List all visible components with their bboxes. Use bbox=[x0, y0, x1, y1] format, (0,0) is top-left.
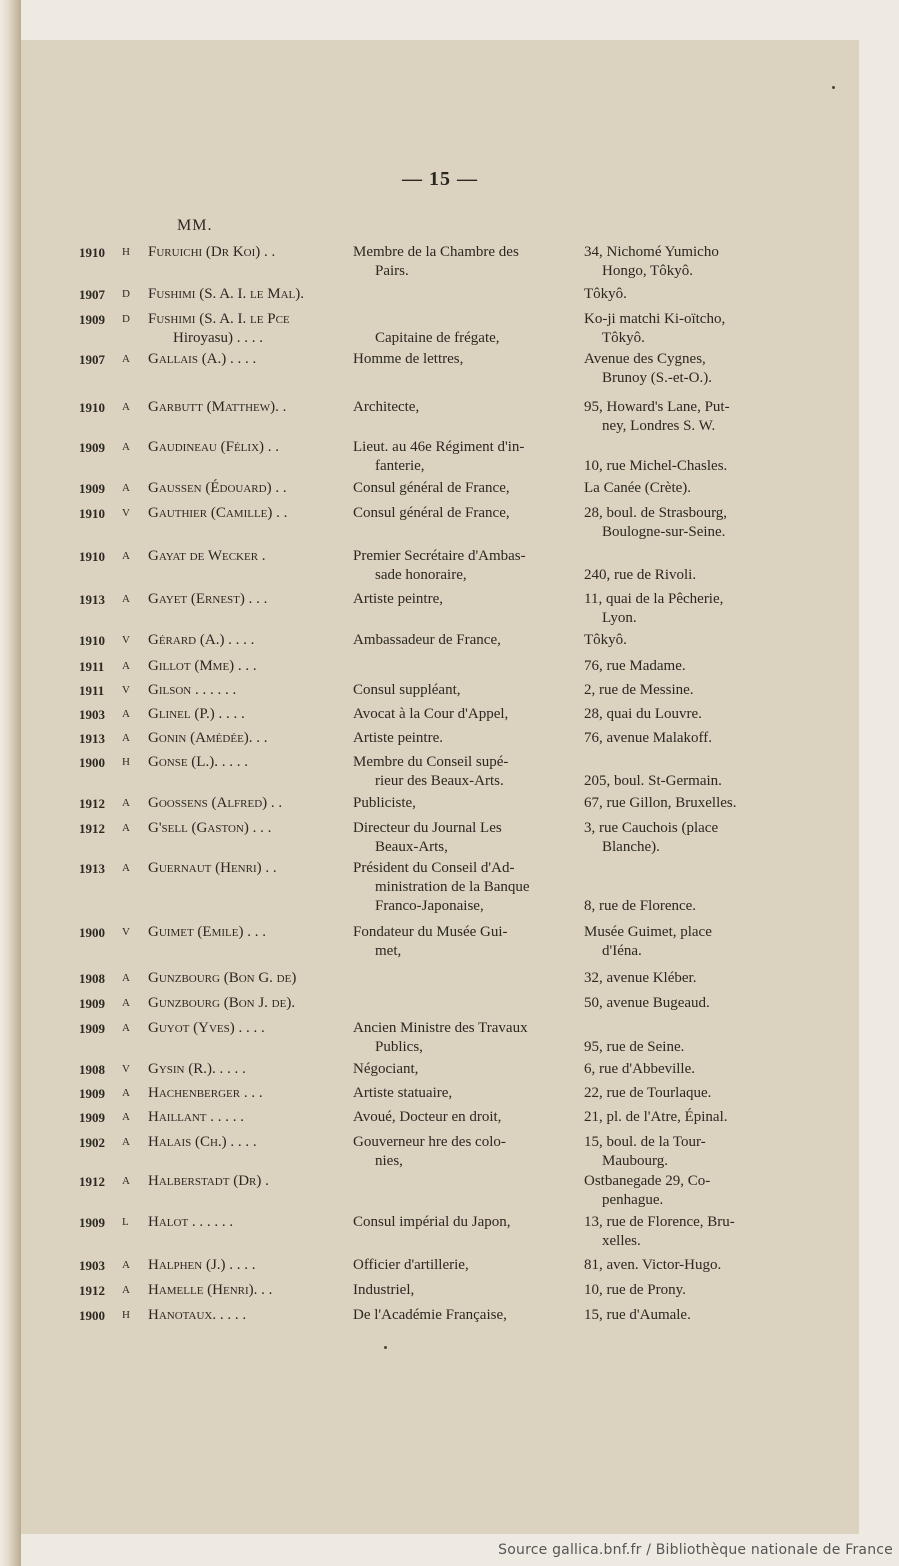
entry-name: Furuichi (Dr Koi) . . bbox=[148, 244, 276, 260]
address-line: 205, boul. St-Germain. bbox=[584, 773, 722, 789]
entry-year: 1903 bbox=[79, 707, 105, 722]
entry-category: A bbox=[122, 353, 130, 365]
entry-name: Halphen (J.) . . . . bbox=[148, 1257, 256, 1273]
entry-category: A bbox=[122, 401, 130, 413]
entry-occupation bbox=[353, 243, 559, 281]
entry-occupation bbox=[353, 1084, 559, 1103]
entry-year: 1913 bbox=[79, 731, 105, 746]
address-line: Musée Guimet, place bbox=[584, 924, 712, 940]
entry-occupation bbox=[353, 753, 559, 791]
entry-address bbox=[584, 547, 766, 585]
occupation-line: Directeur du Journal Les bbox=[353, 820, 502, 836]
entry-occupation bbox=[353, 1108, 559, 1127]
list-header-mm: MM. bbox=[177, 217, 213, 234]
entry-name: Gonse (L.). . . . . bbox=[148, 754, 248, 770]
entry-occupation bbox=[353, 1256, 559, 1275]
address-line: d'Iéna. bbox=[602, 943, 642, 959]
entry-name: Gaudineau (Félix) . . bbox=[148, 439, 280, 455]
occupation-line: Franco-Japonaise, bbox=[375, 898, 484, 914]
entry-category: V bbox=[122, 684, 130, 696]
entry-name: Gysin (R.). . . . . bbox=[148, 1061, 246, 1077]
entry-year: 1900 bbox=[79, 925, 105, 940]
entry-category: A bbox=[122, 1136, 130, 1148]
occupation-line: Architecte, bbox=[353, 399, 420, 415]
entry-occupation bbox=[353, 547, 559, 585]
address-line bbox=[584, 547, 766, 566]
entry-category: A bbox=[122, 1284, 130, 1296]
entry-category: A bbox=[122, 593, 130, 605]
address-line: 3, rue Cauchois (place bbox=[584, 820, 719, 836]
entry-address bbox=[584, 504, 766, 542]
address-line: Avenue des Cygnes, bbox=[584, 351, 706, 367]
entry-name: Gauthier (Camille) . . bbox=[148, 505, 288, 521]
entry-category: V bbox=[122, 507, 130, 519]
entry-category: H bbox=[122, 756, 130, 768]
entry-occupation bbox=[353, 681, 559, 700]
occupation-line: Avoué, Docteur en droit, bbox=[353, 1109, 502, 1125]
entry-category: A bbox=[122, 822, 130, 834]
entry-category: A bbox=[122, 1022, 130, 1034]
occupation-line: Avocat à la Cour d'Appel, bbox=[353, 706, 509, 722]
entry-category: A bbox=[122, 1087, 130, 1099]
entry-occupation bbox=[353, 1213, 559, 1232]
address-line: 6, rue d'Abbeville. bbox=[584, 1061, 696, 1077]
entry-year: 1909 bbox=[79, 312, 105, 327]
entry-category: A bbox=[122, 441, 130, 453]
entry-category: L bbox=[122, 1216, 129, 1228]
occupation-line: Négociant, bbox=[353, 1061, 419, 1077]
entry-address bbox=[584, 1256, 766, 1275]
entry-address bbox=[584, 1172, 766, 1210]
entry-occupation bbox=[353, 1306, 559, 1325]
address-line: 15, rue d'Aumale. bbox=[584, 1307, 691, 1323]
entry-name: Gunzbourg (Bon J. de). bbox=[148, 995, 296, 1011]
entry-year: 1900 bbox=[79, 755, 105, 770]
entry-category: V bbox=[122, 926, 130, 938]
entry-occupation bbox=[353, 350, 559, 369]
source-credit: Source gallica.bnf.fr / Bibliothèque nationale de France bbox=[498, 1542, 893, 1558]
ink-speck bbox=[384, 1346, 387, 1349]
occupation-line: nies, bbox=[375, 1153, 403, 1169]
address-line: 22, rue de Tourlaque. bbox=[584, 1085, 712, 1101]
entry-category: A bbox=[122, 1259, 130, 1271]
entry-year: 1912 bbox=[79, 1283, 105, 1298]
entry-address bbox=[584, 1084, 766, 1103]
entry-name: Guyot (Yves) . . . . bbox=[148, 1020, 265, 1036]
entry-address bbox=[584, 1306, 766, 1325]
entry-category: A bbox=[122, 550, 130, 562]
entry-category: A bbox=[122, 972, 130, 984]
entry-category: A bbox=[122, 732, 130, 744]
entry-year: 1912 bbox=[79, 821, 105, 836]
entry-occupation bbox=[353, 1133, 559, 1171]
occupation-line: sade honoraire, bbox=[375, 567, 467, 583]
entry-category: A bbox=[122, 862, 130, 874]
occupation-line: Beaux-Arts, bbox=[375, 839, 448, 855]
address-line: Brunoy (S.-et-O.). bbox=[602, 370, 712, 386]
entry-category: A bbox=[122, 1175, 130, 1187]
entry-year: 1911 bbox=[79, 683, 105, 698]
address-line: 28, quai du Louvre. bbox=[584, 706, 702, 722]
entry-year: 1910 bbox=[79, 549, 105, 564]
entry-name: Gunzbourg (Bon G. de) bbox=[148, 970, 297, 986]
address-line: 21, pl. de l'Atre, Épinal. bbox=[584, 1109, 728, 1125]
entry-address bbox=[584, 753, 766, 791]
address-line: penhague. bbox=[602, 1192, 664, 1208]
entry-address bbox=[584, 819, 766, 857]
entry-name: Gallais (A.) . . . . bbox=[148, 351, 257, 367]
occupation-line: Publiciste, bbox=[353, 795, 416, 811]
address-line: Ko-ji matchi Ki-oïtcho, bbox=[584, 311, 726, 327]
address-line: 13, rue de Florence, Bru- bbox=[584, 1214, 735, 1230]
occupation-line: Membre du Conseil supé- bbox=[353, 754, 509, 770]
occupation-line: Capitaine de frégate, bbox=[375, 330, 500, 346]
occupation-line: Consul suppléant, bbox=[353, 682, 461, 698]
entry-category: A bbox=[122, 797, 130, 809]
address-line: Tôkyô. bbox=[584, 286, 627, 302]
address-line: Maubourg. bbox=[602, 1153, 668, 1169]
entry-address bbox=[584, 590, 766, 628]
address-line: xelles. bbox=[602, 1233, 641, 1249]
address-line: 10, rue Michel-Chasles. bbox=[584, 458, 728, 474]
entry-name: Gillot (Mme) . . . bbox=[148, 658, 257, 674]
entry-occupation bbox=[353, 310, 559, 348]
entry-occupation bbox=[353, 631, 559, 650]
entry-name: Goossens (Alfred) . . bbox=[148, 795, 283, 811]
entry-year: 1909 bbox=[79, 996, 105, 1011]
address-line: Hongo, Tôkyô. bbox=[602, 263, 693, 279]
entry-address bbox=[584, 705, 766, 724]
occupation-line: De l'Académie Française, bbox=[353, 1307, 507, 1323]
entry-address bbox=[584, 285, 766, 304]
entry-name: Hachenberger . . . bbox=[148, 1085, 263, 1101]
entry-category: V bbox=[122, 1063, 130, 1075]
entry-address bbox=[584, 994, 766, 1013]
entry-address bbox=[584, 398, 766, 436]
entry-address bbox=[584, 923, 766, 961]
occupation-line: fanterie, bbox=[375, 458, 425, 474]
address-line bbox=[584, 878, 766, 897]
entry-address bbox=[584, 969, 766, 988]
entry-name: Gayat de Wecker . bbox=[148, 548, 266, 564]
entry-occupation bbox=[353, 819, 559, 857]
entry-category: A bbox=[122, 482, 130, 494]
entry-occupation bbox=[353, 438, 559, 476]
entry-year: 1908 bbox=[79, 971, 105, 986]
entry-address bbox=[584, 729, 766, 748]
address-line: Blanche). bbox=[602, 839, 660, 855]
occupation-line: Industriel, bbox=[353, 1282, 415, 1298]
page-number: — 15 — bbox=[402, 168, 478, 190]
entry-name: Gérard (A.) . . . . bbox=[148, 632, 255, 648]
occupation-line: Ancien Ministre des Travaux bbox=[353, 1020, 528, 1036]
occupation-line: Consul impérial du Japon, bbox=[353, 1214, 511, 1230]
entry-year: 1909 bbox=[79, 1021, 105, 1036]
entry-year: 1909 bbox=[79, 1086, 105, 1101]
entry-address bbox=[584, 859, 766, 916]
address-line: 240, rue de Rivoli. bbox=[584, 567, 697, 583]
entry-name: Guernaut (Henri) . . bbox=[148, 860, 277, 876]
address-line: 10, rue de Prony. bbox=[584, 1282, 686, 1298]
entry-address bbox=[584, 794, 766, 813]
address-line: 11, quai de la Pêcherie, bbox=[584, 591, 724, 607]
entry-name: Gonin (Amédée). . . bbox=[148, 730, 268, 746]
entry-address bbox=[584, 681, 766, 700]
entry-category: H bbox=[122, 1309, 130, 1321]
entry-name: Halot . . . . . . bbox=[148, 1214, 234, 1230]
address-line: 8, rue de Florence. bbox=[584, 898, 697, 914]
address-line bbox=[584, 859, 766, 878]
occupation-line: ministration de la Banque bbox=[375, 879, 530, 895]
entry-occupation bbox=[353, 729, 559, 748]
entry-category: D bbox=[122, 313, 130, 325]
entry-name: Garbutt (Matthew). . bbox=[148, 399, 287, 415]
entry-address bbox=[584, 1133, 766, 1171]
entry-year: 1913 bbox=[79, 592, 105, 607]
occupation-line: Artiste peintre. bbox=[353, 730, 443, 746]
entry-name: Guimet (Emile) . . . bbox=[148, 924, 266, 940]
entry-year: 1900 bbox=[79, 1308, 105, 1323]
entry-occupation bbox=[353, 1019, 559, 1057]
occupation-line: rieur des Beaux-Arts. bbox=[375, 773, 504, 789]
occupation-line: Membre de la Chambre des bbox=[353, 244, 519, 260]
entry-name: G'sell (Gaston) . . . bbox=[148, 820, 272, 836]
address-line: Boulogne-sur-Seine. bbox=[602, 524, 726, 540]
entry-name: Hanotaux. . . . . bbox=[148, 1307, 247, 1323]
entry-name: Fushimi (S. A. I. le Pce bbox=[148, 311, 290, 327]
occupation-line: Consul général de France, bbox=[353, 480, 510, 496]
entry-category: A bbox=[122, 708, 130, 720]
entry-address bbox=[584, 479, 766, 498]
entry-year: 1910 bbox=[79, 245, 105, 260]
address-line: 34, Nichomé Yumicho bbox=[584, 244, 719, 260]
book-gutter bbox=[0, 0, 21, 1566]
occupation-line: Artiste statuaire, bbox=[353, 1085, 453, 1101]
entry-name: Fushimi (S. A. I. le Mal). bbox=[148, 286, 304, 302]
occupation-line: Publics, bbox=[375, 1039, 423, 1055]
address-line: 76, avenue Malakoff. bbox=[584, 730, 713, 746]
occupation-line: Officier d'artillerie, bbox=[353, 1257, 469, 1273]
entry-year: 1909 bbox=[79, 481, 105, 496]
entry-address bbox=[584, 631, 766, 650]
entry-occupation bbox=[353, 794, 559, 813]
occupation-line: Premier Secrétaire d'Ambas- bbox=[353, 548, 526, 564]
address-line: 76, rue Madame. bbox=[584, 658, 686, 674]
address-line: Tôkyô. bbox=[602, 330, 645, 346]
address-line: Lyon. bbox=[602, 610, 637, 626]
scanned-page bbox=[21, 40, 859, 1534]
address-line: 95, Howard's Lane, Put- bbox=[584, 399, 730, 415]
address-line: 95, rue de Seine. bbox=[584, 1039, 685, 1055]
entry-name: Gilson . . . . . . bbox=[148, 682, 237, 698]
address-line: 15, boul. de la Tour- bbox=[584, 1134, 706, 1150]
address-line: La Canée (Crète). bbox=[584, 480, 692, 496]
entry-name: Gayet (Ernest) . . . bbox=[148, 591, 268, 607]
entry-category: V bbox=[122, 634, 130, 646]
occupation-line: Ambassadeur de France, bbox=[353, 632, 501, 648]
occupation-line: met, bbox=[375, 943, 402, 959]
entry-address bbox=[584, 1281, 766, 1300]
occupation-line: Fondateur du Musée Gui- bbox=[353, 924, 508, 940]
address-line: 67, rue Gillon, Bruxelles. bbox=[584, 795, 737, 811]
entry-year: 1907 bbox=[79, 287, 105, 302]
entry-address bbox=[584, 1108, 766, 1127]
entry-occupation bbox=[353, 923, 559, 961]
occupation-line: Lieut. au 46e Régiment d'in- bbox=[353, 439, 525, 455]
entry-year: 1909 bbox=[79, 440, 105, 455]
entry-year: 1912 bbox=[79, 1174, 105, 1189]
entry-year: 1902 bbox=[79, 1135, 105, 1150]
address-line: 2, rue de Messine. bbox=[584, 682, 694, 698]
address-line: ney, Londres S. W. bbox=[602, 418, 716, 434]
entry-address bbox=[584, 438, 766, 476]
entry-occupation bbox=[353, 590, 559, 609]
entry-year: 1910 bbox=[79, 506, 105, 521]
entry-year: 1909 bbox=[79, 1215, 105, 1230]
entry-address bbox=[584, 350, 766, 388]
entry-year: 1911 bbox=[79, 659, 105, 674]
occupation-line: Gouverneur hre des colo- bbox=[353, 1134, 506, 1150]
entry-year: 1910 bbox=[79, 400, 105, 415]
address-line: 81, aven. Victor-Hugo. bbox=[584, 1257, 722, 1273]
occupation-line: Président du Conseil d'Ad- bbox=[353, 860, 515, 876]
entry-occupation bbox=[353, 859, 559, 916]
entry-category: D bbox=[122, 288, 130, 300]
entry-address bbox=[584, 657, 766, 676]
entry-address bbox=[584, 1060, 766, 1079]
address-line: 32, avenue Kléber. bbox=[584, 970, 697, 986]
entry-year: 1910 bbox=[79, 633, 105, 648]
entry-name: Halais (Ch.) . . . . bbox=[148, 1134, 257, 1150]
entry-category: A bbox=[122, 660, 130, 672]
occupation-line: Homme de lettres, bbox=[353, 351, 464, 367]
entry-name: Haillant . . . . . bbox=[148, 1109, 244, 1125]
occupation-line bbox=[353, 310, 559, 329]
entry-year: 1912 bbox=[79, 796, 105, 811]
entry-name: Halberstadt (Dr) . bbox=[148, 1173, 269, 1189]
entry-occupation bbox=[353, 1281, 559, 1300]
entry-category: H bbox=[122, 246, 130, 258]
entry-year: 1907 bbox=[79, 352, 105, 367]
entry-occupation bbox=[353, 705, 559, 724]
entry-address bbox=[584, 1213, 766, 1251]
address-line: Tôkyô. bbox=[584, 632, 627, 648]
entry-name: Glinel (P.) . . . . bbox=[148, 706, 245, 722]
entry-address bbox=[584, 1019, 766, 1057]
entry-occupation bbox=[353, 504, 559, 523]
entry-year: 1913 bbox=[79, 861, 105, 876]
occupation-line: Consul général de France, bbox=[353, 505, 510, 521]
address-line: Ostbanegade 29, Co- bbox=[584, 1173, 711, 1189]
ink-speck bbox=[832, 86, 835, 89]
entry-address bbox=[584, 243, 766, 281]
entry-category: A bbox=[122, 997, 130, 1009]
entry-year: 1908 bbox=[79, 1062, 105, 1077]
address-line: 28, boul. de Strasbourg, bbox=[584, 505, 728, 521]
entry-address bbox=[584, 310, 766, 348]
entry-name-continued: Hiroyasu) . . . . bbox=[173, 330, 263, 346]
entry-year: 1903 bbox=[79, 1258, 105, 1273]
entry-name: Gaussen (Édouard) . . bbox=[148, 480, 287, 496]
entry-occupation bbox=[353, 398, 559, 417]
address-line bbox=[584, 753, 766, 772]
address-line bbox=[584, 1019, 766, 1038]
entry-occupation bbox=[353, 1060, 559, 1079]
entry-name: Hamelle (Henri). . . bbox=[148, 1282, 273, 1298]
entry-occupation bbox=[353, 479, 559, 498]
address-line bbox=[584, 438, 766, 457]
occupation-line: Pairs. bbox=[375, 263, 409, 279]
entry-category: A bbox=[122, 1111, 130, 1123]
entry-year: 1909 bbox=[79, 1110, 105, 1125]
occupation-line: Artiste peintre, bbox=[353, 591, 443, 607]
address-line: 50, avenue Bugeaud. bbox=[584, 995, 710, 1011]
